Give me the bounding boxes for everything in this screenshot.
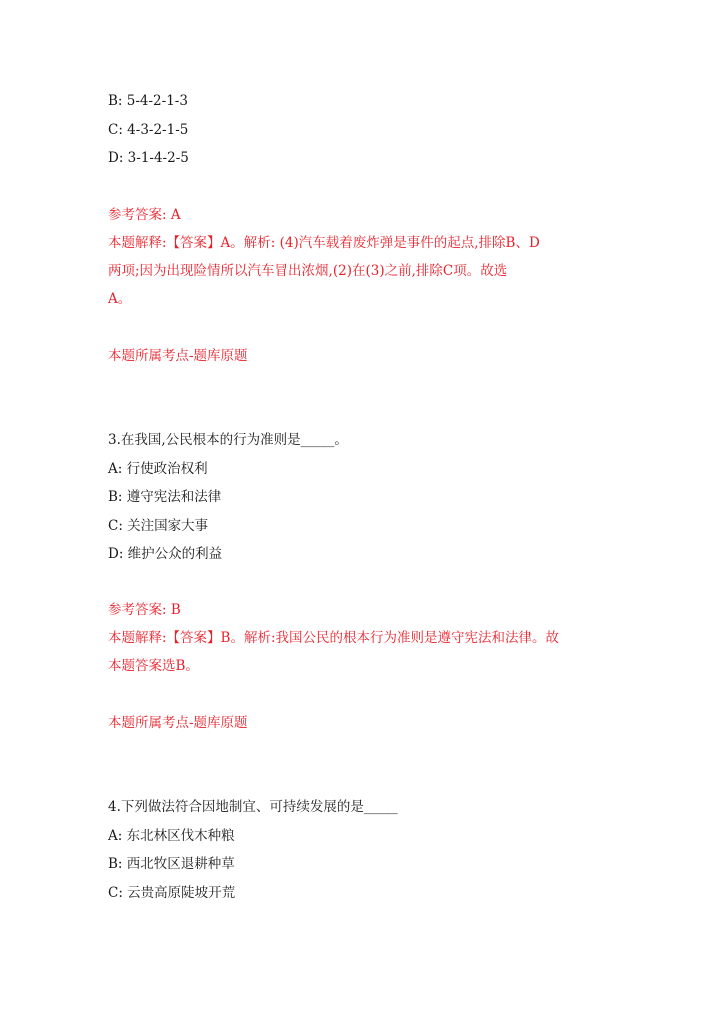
q3-source: 本题所属考点-题库原题 [108,715,248,731]
q3-explanation-line-1: 本题解释:【答案】B。解析:我国公民的根本行为准则是遵守宪法和法律。故 [108,630,560,646]
q3-answer: 参考答案: B [108,602,181,618]
q3-stem: 3.在我国,公民根本的行为准则是_____。 [108,432,348,448]
q2-option-c: C: 4-3-2-1-5 [108,122,189,138]
q2-option-b: B: 5-4-2-1-3 [108,93,188,109]
q2-explanation-line-3: A。 [108,291,132,307]
q2-option-d: D: 3-1-4-2-5 [108,150,189,166]
q3-explanation-line-2: 本题答案选B。 [108,658,199,674]
q2-explanation-line-2: 两项;因为出现险情所以汽车冒出浓烟,(2)在(3)之前,排除C项。故选 [108,263,508,279]
q3-option-a: A: 行使政治权利 [108,461,208,477]
q2-source: 本题所属考点-题库原题 [108,348,248,364]
q4-option-c: C: 云贵高原陡坡开荒 [108,885,236,901]
q3-option-c: C: 关注国家大事 [108,518,209,534]
q2-answer: 参考答案: A [108,207,181,223]
q4-option-b: B: 西北牧区退耕种草 [108,856,235,872]
q4-stem: 4.下列做法符合因地制宜、可持续发展的是_____ [108,799,398,815]
q3-option-d: D: 维护公众的利益 [108,546,223,562]
q3-option-b: B: 遵守宪法和法律 [108,489,222,505]
q2-explanation-line-1: 本题解释:【答案】A。解析: (4)汽车载着废炸弹是事件的起点,排除B、D [108,235,540,251]
q4-option-a: A: 东北林区伐木种粮 [108,828,235,844]
